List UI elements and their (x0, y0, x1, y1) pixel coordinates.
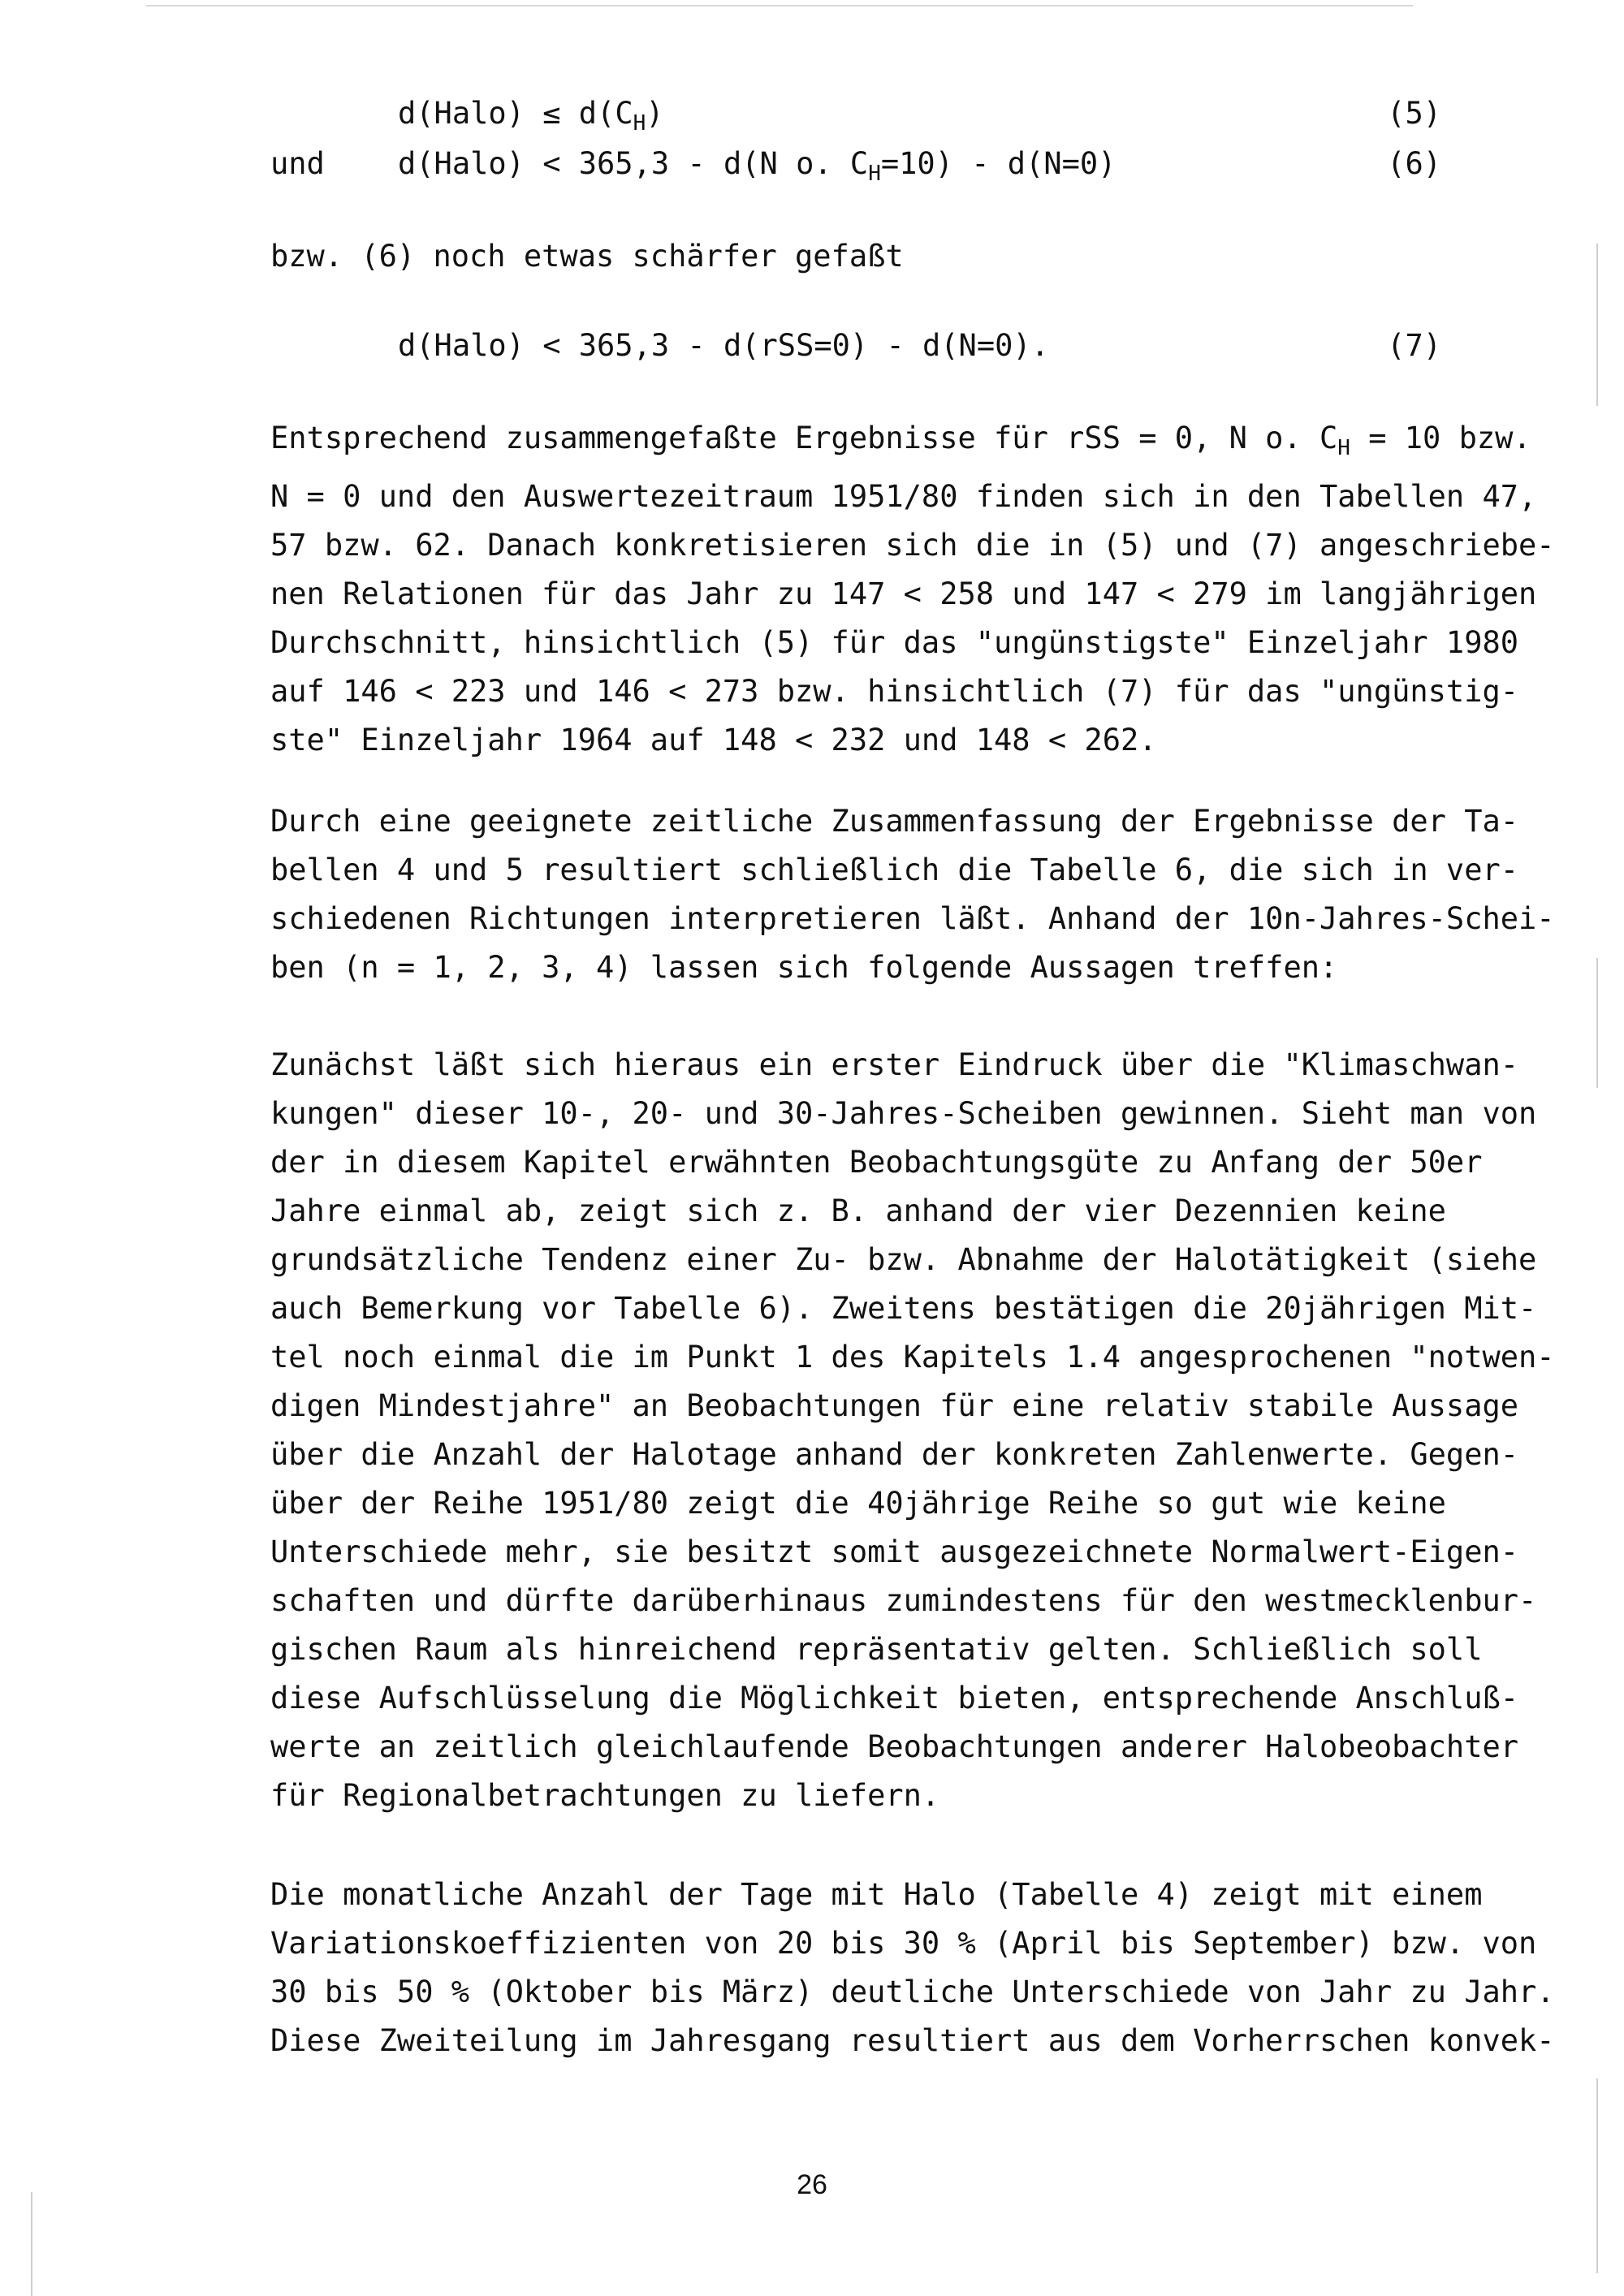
text-line (270, 1187, 1446, 1236)
equation-number-7: (7) (1387, 328, 1441, 363)
equation-6-prefix: und (270, 146, 325, 181)
line-text: kungen" dieser 10-, 20- und 30-Jahres-Scheiben gewinnen. Sieht man von (270, 1096, 1537, 1131)
line-text: schaften und dürfte darüberhinaus zumindestens für den westmecklenbur- (270, 1583, 1537, 1618)
scan-margin-mark (1596, 244, 1598, 406)
line-text: bellen 4 und 5 resultiert schließlich die Tabelle 6, die sich in ver- (270, 852, 1519, 887)
paragraph (270, 1041, 1555, 1820)
line-text: Jahre einmal ab, zeigt sich z. B. anhand der vier Dezennien keine (270, 1193, 1446, 1228)
equation-text: ) (646, 96, 664, 131)
equation-6 (398, 146, 1116, 192)
paragraph (270, 414, 1555, 765)
text-line (270, 895, 1555, 943)
text-line (270, 1284, 1537, 1333)
text-line (270, 1919, 1537, 1968)
subscript: H (1337, 436, 1350, 460)
text-line (270, 1333, 1555, 1382)
page-number: 26 (797, 2169, 827, 2200)
paragraph (270, 797, 1555, 992)
text-line (270, 1041, 1519, 1090)
line-text: N = 0 und den Auswertezeitraum 1951/80 finden sich in den Tabellen 47, (270, 479, 1537, 514)
text-line (270, 1528, 1519, 1577)
text-line (270, 1382, 1519, 1431)
text-line (270, 716, 1440, 765)
text-line (270, 1479, 1446, 1528)
line-text: = 10 bzw. (1350, 421, 1531, 455)
line-text: diese Aufschlüsselung die Möglichkeit bieten, entsprechende Anschluß- (270, 1681, 1519, 1716)
text-line (270, 1577, 1537, 1625)
intro-text: bzw. (6) noch etwas schärfer gefaßt (270, 239, 904, 274)
equation-number-6: (6) (1387, 146, 1441, 181)
text-line (270, 1674, 1519, 1723)
text-line (270, 1723, 1519, 1772)
text-line (270, 846, 1519, 895)
line-text: schiedenen Richtungen interpretieren läßt. Anhand der 10n-Jahres-Schei- (270, 901, 1555, 936)
line-text: ste" Einzeljahr 1964 auf 148 < 232 und 148 < 262. (270, 723, 1157, 757)
line-text: auf 146 < 223 und 146 < 273 bzw. hinsichtlich (7) für das "ungünstig- (270, 674, 1519, 709)
subscript: H (633, 111, 646, 136)
text-line (270, 2017, 1555, 2065)
text-line (270, 1871, 1483, 1919)
text-line (270, 414, 1531, 473)
subscript: H (868, 162, 881, 186)
line-text: auch Bemerkung vor Tabelle 6). Zweitens bestätigen die 20jährigen Mit- (270, 1291, 1537, 1326)
text-line (270, 1236, 1537, 1284)
text-line (270, 1138, 1483, 1187)
equation-text: d(Halo) (398, 96, 543, 131)
line-text: Entsprechend zusammengefaßte Ergebnisse für rSS = 0, N o. C (270, 421, 1338, 455)
line-text: Durch eine geeignete zeitliche Zusammenfassung der Ergebnisse der Ta- (270, 804, 1519, 839)
line-text: Zunächst läßt sich hieraus ein erster Eindruck über die "Klimaschwan- (270, 1047, 1519, 1082)
line-text: werte an zeitlich gleichlaufende Beobachtungen anderer Halobeobachter (270, 1729, 1519, 1764)
line-text: 57 bzw. 62. Danach konkretisieren sich die in (5) und (7) angeschriebe- (270, 528, 1555, 563)
line-text: gischen Raum als hinreichend repräsentativ gelten. Schließlich soll (270, 1632, 1483, 1667)
text-line (270, 1968, 1555, 2017)
line-text: ben (n = 1, 2, 3, 4) lassen sich folgende Aussagen treffen: (270, 950, 1338, 985)
paragraph (270, 1871, 1555, 2065)
line-text: tel noch einmal die im Punkt 1 des Kapitels 1.4 angesprochenen "notwen- (270, 1340, 1555, 1375)
equation-text: =10) - d(N=0) (880, 146, 1116, 181)
line-text: Variationskoeffizienten von 20 bis 30 % (April bis September) bzw. von (270, 1926, 1537, 1961)
text-line (270, 619, 1519, 667)
text-line (270, 797, 1519, 846)
equation-text: d(Halo) < 365,3 - d(N o. C (398, 146, 869, 181)
text-line (270, 1090, 1537, 1138)
relation-symbol: ≤ (542, 96, 561, 131)
line-text: digen Mindestjahre" an Beobachtungen für eine relativ stabile Aussage (270, 1388, 1519, 1423)
scan-margin-mark (31, 2192, 32, 2296)
line-text: nen Relationen für das Jahr zu 147 < 258 und 147 < 279 im langjährigen (270, 576, 1537, 611)
text-line (270, 521, 1555, 570)
line-text: über die Anzahl der Halotage anhand der konkreten Zahlenwerte. Gegen- (270, 1437, 1519, 1472)
line-text: grundsätzliche Tendenz einer Zu- bzw. Abnahme der Halotätigkeit (siehe (270, 1242, 1537, 1277)
text-line (270, 1772, 1440, 1820)
line-text: Durchschnitt, hinsichtlich (5) für das "ungünstigste" Einzeljahr 1980 (270, 625, 1519, 660)
text-line (270, 570, 1537, 619)
text-line (270, 943, 1440, 992)
text-line (270, 1625, 1483, 1674)
equation-text: d(C (560, 96, 633, 131)
line-text: der in diesem Kapitel erwähnten Beobachtungsgüte zu Anfang der 50er (270, 1145, 1483, 1180)
text-line (270, 1431, 1519, 1479)
equation-5 (398, 96, 664, 141)
line-text: über der Reihe 1951/80 zeigt die 40jährige Reihe so gut wie keine (270, 1486, 1446, 1521)
line-text: Unterschiede mehr, sie besitzt somit ausgezeichnete Normalwert-Eigen- (270, 1534, 1519, 1569)
scan-top-edge (146, 5, 1413, 6)
equation-number-5: (5) (1387, 96, 1441, 131)
text-line (270, 473, 1537, 521)
line-text: 30 bis 50 % (Oktober bis März) deutliche Unterschiede von Jahr zu Jahr. (270, 1974, 1555, 2009)
line-text: Die monatliche Anzahl der Tage mit Halo (Tabelle 4) zeigt mit einem (270, 1877, 1483, 1912)
equation-7: d(Halo) < 365,3 - d(rSS=0) - d(N=0). (398, 328, 1049, 363)
line-text: Diese Zweiteilung im Jahresgang resultiert aus dem Vorherrschen konvek- (270, 2023, 1555, 2058)
scan-margin-mark (1596, 958, 1598, 1088)
text-line (270, 667, 1519, 716)
line-text: für Regionalbetrachtungen zu liefern. (270, 1778, 940, 1813)
